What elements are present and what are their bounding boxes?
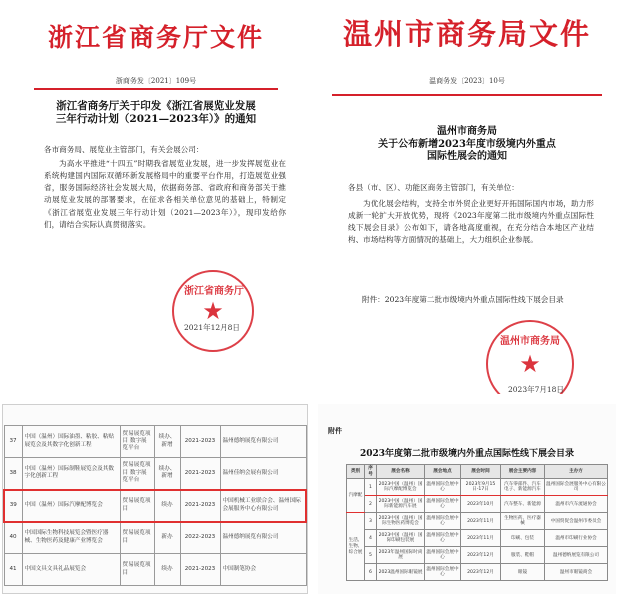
zhejiang-title [14,100,298,126]
wenzhou-red-rule [332,94,602,96]
cell-content: 生物医药、医疗器械 [501,513,545,530]
cell-venue: 温州国际会展中心 [425,496,461,513]
table-row [4,554,306,586]
column-header: 序号 [365,465,377,479]
cell-type: 贸易展览项目 [120,554,154,586]
seal-star-icon: ★ [202,297,224,325]
cell-status: 新办 [154,522,180,554]
table-row [4,522,306,554]
zhejiang-doc-number: 浙商务发〔2021〕109号 [115,77,197,85]
wenzhou-title-line3: 国际性展会的通知 [427,151,507,162]
column-header: 展会主要内容 [501,465,545,479]
cell-org: 温州市汽车流通协会 [545,496,608,513]
zhejiang-header: 浙江省商务厅文件 [47,23,264,52]
cell-content: 印刷、包装 [501,530,545,547]
cell-venue: 温州国际会展中心 [425,564,461,581]
zhejiang-exhibition-table [3,425,307,586]
cell-org: 中国制笔协会 [220,554,306,586]
cell-years: 2021-2023 [180,458,220,490]
zhejiang-seal-text: 浙江省商务厅 [184,286,244,297]
cell-name: 中国文具文具礼品展览会 [22,554,120,586]
cell-content: 汽车零部件、汽车电子、新能源汽车 [501,479,545,496]
cell-org: 温州国际会展服务中心有限公司 [545,479,608,496]
cell-no: 2 [365,496,377,513]
cell-no: 37 [4,426,22,458]
column-header: 类别 [347,465,365,479]
wenzhou-header: 温州市商务局文件 [342,17,591,51]
cell-name: 2023中国（温州）国际生物医药博览会 [377,513,425,530]
cell-venue: 温州国际会展中心 [425,513,461,530]
wenzhou-title [328,126,606,164]
cell-status: 续办、新增 [154,426,180,458]
cell-org: 温州佳纳会展有限公司 [220,458,306,490]
wenzhou-document [318,2,616,394]
table-row [347,513,608,530]
cell-status: 续办 [154,490,180,522]
cell-name: 2023年温州国际时尚展 [377,547,425,564]
zhejiang-red-rule [34,88,278,90]
wenzhou-addressee: 各县（市、区）、功能区商务主管部门，有关单位： [348,183,519,192]
cell-org: 温州市眼镜商会 [545,564,608,581]
cell-years: 2021-2023 [180,554,220,586]
zhejiang-body: 为高水平推进“十四五”时期我省展览业发展，进一步发挥展览业在系统构建国内国际双循环新发展格局中的重要平台作用，打造展览业强省，服务国际经济社会发展大局，依据商务部、省政府和商务部关于推动展览业发展的部署要求，在征求各相关单位意见的基础上，特制定《浙江省展览业发展三年行动计划（2021—2023年）》，现印发给你们，请结合实际认真贯彻落实。 [44,159,286,229]
wenzhou-title-line2: 关于公布新增2023年度市级境内外重点 [378,138,556,150]
cell-type: 贸易展览项目 [120,522,154,554]
cell-org: 温州德纳展览有限公司 [545,547,608,564]
category-cell: 汽摩配 [347,479,365,513]
cell-name: 2023中国（温州）国际新能源汽车展 [377,496,425,513]
cell-no: 3 [365,513,377,530]
cell-years: 2022-2023 [180,522,220,554]
table-row [4,458,306,490]
cell-years: 2021-2023 [180,426,220,458]
cell-name: 中国（温州）国际油墨、粘胶、粘贴展览会及其数字化创新工程 [22,426,120,458]
cell-type: 贸易展览项目 [120,490,154,522]
cell-years: 2021-2023 [180,490,220,522]
cell-no: 6 [365,564,377,581]
wenzhou-date: 2023年7月18日 [508,385,564,394]
cell-time: 2023年12月 [461,547,501,564]
cell-org: 温州德纳展览有限公司 [220,522,306,554]
table-row [4,426,306,458]
cell-name: 2023中国（温州）国际汽摩配博览会 [377,479,425,496]
cell-name: 中国（温州）国际制鞋展览会及其数字化创新工程 [22,458,120,490]
wenzhou-body: 为优化展会结构，支持全市外贸企业更好开拓国际国内市场，助力形成新一轮扩大开放优势，现将《2023年度第二批市级境内外重点国际性线下展会目录》公布如下，请各地高度重视，在充分结合本地区产业结构、市场结构等方面情况的基础上，大力组织企业参展。 [348,199,594,245]
cell-type: 贸易展览项目 数字展览平台 [120,458,154,490]
category-cell: 生活、生物、综合展 [347,513,365,581]
cell-no: 39 [4,490,22,522]
wenzhou-seal-text: 温州市商务局 [500,336,560,347]
cell-venue: 温州国际会展中心 [425,479,461,496]
seal-star-icon: ★ [519,350,541,378]
cell-time: 2023年9月15日-17日 [461,479,501,496]
cell-time: 2023年12月 [461,564,501,581]
zhejiang-table-excerpt [2,404,308,594]
table-row [347,564,608,581]
cell-venue: 温州国际会展中心 [425,547,461,564]
table-row [347,496,608,513]
column-header: 展会名称 [377,465,425,479]
cell-content: 汽车整车、新能源 [501,496,545,513]
cell-venue: 温州国际会展中心 [425,530,461,547]
wenzhou-exhibition-table [346,464,608,581]
cell-org: 中国机械工业联合会、温州国际会展服务中心有限公司 [220,490,306,522]
cell-no: 38 [4,458,22,490]
wenzhou-table-title: 2023年度第二批市级境内外重点国际性线下展会目录 [359,449,575,459]
cell-time: 2023年11月 [461,530,501,547]
zhejiang-title-line2: 三年行动计划（2021—2023年）》的通知 [55,113,257,126]
wenzhou-title-line1: 温州市商务局 [437,126,497,137]
cell-content: 服装、鞋帽 [501,547,545,564]
cell-name: 2023中国（温州）国际印刷包装展 [377,530,425,547]
wenzhou-attachment: 附件：2023年度第二批市级境内外重点国际性线下展会目录 [362,295,564,304]
zhejiang-addressee: 各市商务局、展览业主管部门，有关会展公司： [44,145,204,154]
cell-status: 续办 [154,554,180,586]
cell-no: 40 [4,522,22,554]
cell-status: 续办、新增 [154,458,180,490]
cell-org: 中国贸促会温州市委员会 [545,513,608,530]
zhejiang-document [4,2,308,394]
cell-org: 温州德纳展览有限公司 [220,426,306,458]
cell-no: 4 [365,530,377,547]
attachment-label: 附件 [328,426,342,435]
cell-name: 中国（温州）国际汽摩配博览会 [22,490,120,522]
cell-content: 眼镜 [501,564,545,581]
cell-no: 41 [4,554,22,586]
table-row [4,490,306,522]
cell-time: 2023年10月 [461,496,501,513]
column-header: 主办方 [545,465,608,479]
table-row [347,530,608,547]
cell-no: 1 [365,479,377,496]
cell-time: 2023年11月 [461,513,501,530]
cell-type: 贸易展览项目 数字展览平台 [120,426,154,458]
table-row [347,547,608,564]
cell-no: 5 [365,547,377,564]
cell-name: 2023温州国际眼镜展 [377,564,425,581]
zhejiang-date: 2021年12月8日 [184,323,240,332]
cell-name: 中国国际生物科技展览会暨医疗器械、生物医药及健康产业博览会 [22,522,120,554]
zhejiang-title-line1: 浙江省商务厅关于印发《浙江省展览业发展 [56,100,256,112]
table-row [347,479,608,496]
column-header: 展会时间 [461,465,501,479]
wenzhou-doc-number: 温商务发〔2023〕10号 [429,77,505,85]
cell-org: 温州市印刷行业协会 [545,530,608,547]
column-header: 展会地点 [425,465,461,479]
wenzhou-table-excerpt [318,404,616,594]
